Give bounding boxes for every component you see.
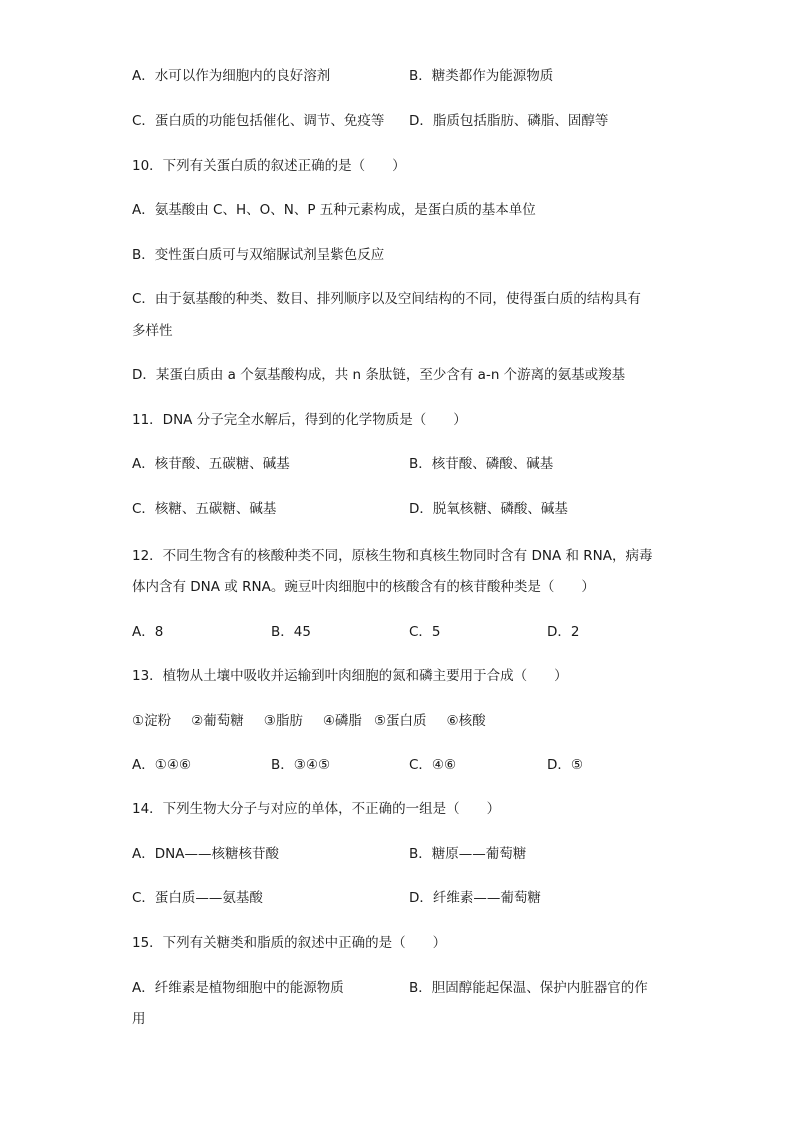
q9-option-b: B．糖类都作为能源物质	[409, 68, 554, 84]
q13-stem: 13．植物从土壤中吸收并运输到叶肉细胞的氮和磷主要用于合成（ ）	[132, 668, 568, 684]
q10-stem: 10．下列有关蛋白质的叙述正确的是（ ）	[132, 158, 406, 174]
q13-item-3: ③脂肪	[263, 713, 303, 729]
q13-item-2: ②葡萄糖	[191, 713, 244, 729]
q14-option-d: D．纤维素——葡萄糖	[409, 890, 541, 906]
q13-items	[132, 711, 486, 731]
q14-option-a: A．DNA——核糖核苷酸	[132, 846, 279, 862]
q12-option-d: D．2	[547, 624, 580, 640]
q13-item-6: ⑥核酸	[446, 713, 486, 729]
q13-item-1: ①淀粉	[132, 713, 172, 729]
q15-option-b-line2: 用	[132, 1011, 146, 1027]
q10-option-a: A．氨基酸由 C、H、O、N、P 五种元素构成，是蛋白质的基本单位	[132, 202, 536, 218]
q10-option-d: D．某蛋白质由 a 个氨基酸构成，共 n 条肽链，至少含有 a-n 个游离的氨基或羧基	[132, 367, 626, 383]
q12-option-c: C．5	[409, 624, 441, 640]
q14-option-b: B．糖原——葡萄糖	[409, 846, 527, 862]
q9-option-c: C．蛋白质的功能包括催化、调节、免疫等	[132, 113, 385, 129]
q13-option-c: C．④⑥	[409, 757, 457, 773]
q13-option-b: B．③④⑤	[271, 757, 331, 773]
q12-option-a: A．8	[132, 624, 164, 640]
q12-option-b: B．45	[271, 624, 311, 640]
q9-option-a: A．水可以作为细胞内的良好溶剂	[132, 68, 331, 84]
q10-option-c-line2: 多样性	[132, 323, 173, 339]
q12-stem-line1: 12．不同生物含有的核酸种类不同，原核生物和真核生物同时含有 DNA 和 RNA，病毒	[132, 548, 653, 564]
q15-stem: 15．下列有关糖类和脂质的叙述中正确的是（ ）	[132, 935, 447, 951]
q11-option-d: D．脱氧核糖、磷酸、碱基	[409, 501, 568, 517]
q15-option-a: A．纤维素是植物细胞中的能源物质	[132, 980, 344, 996]
q13-item-5: ⑤蛋白质	[373, 713, 427, 729]
q14-option-c: C．蛋白质——氨基酸	[132, 890, 263, 906]
q10-option-c-line1: C．由于氨基酸的种类、数目、排列顺序以及空间结构的不同，使得蛋白质的结构具有	[132, 291, 641, 307]
q10-option-b: B．变性蛋白质可与双缩脲试剂呈紫色反应	[132, 247, 385, 263]
q9-option-d: D．脂质包括脂肪、磷脂、固醇等	[409, 113, 609, 129]
q13-item-4: ④磷脂	[322, 713, 362, 729]
q11-option-a: A．核苷酸、五碳糖、碱基	[132, 456, 290, 472]
q13-option-d: D．⑤	[547, 757, 583, 773]
q11-option-c: C．核糖、五碳糖、碱基	[132, 501, 277, 517]
q11-stem: 11．DNA 分子完全水解后，得到的化学物质是（ ）	[132, 412, 467, 428]
q12-stem-line2: 体内含有 DNA 或 RNA。豌豆叶肉细胞中的核酸含有的核苷酸种类是（ ）	[132, 579, 595, 595]
q11-option-b: B．核苷酸、磷酸、碱基	[409, 456, 554, 472]
q15-option-b-line1: B．胆固醇能起保温、保护内脏器官的作	[409, 980, 648, 996]
q14-stem: 14．下列生物大分子与对应的单体，不正确的一组是（ ）	[132, 801, 501, 817]
q13-option-a: A．①④⑥	[132, 757, 192, 773]
